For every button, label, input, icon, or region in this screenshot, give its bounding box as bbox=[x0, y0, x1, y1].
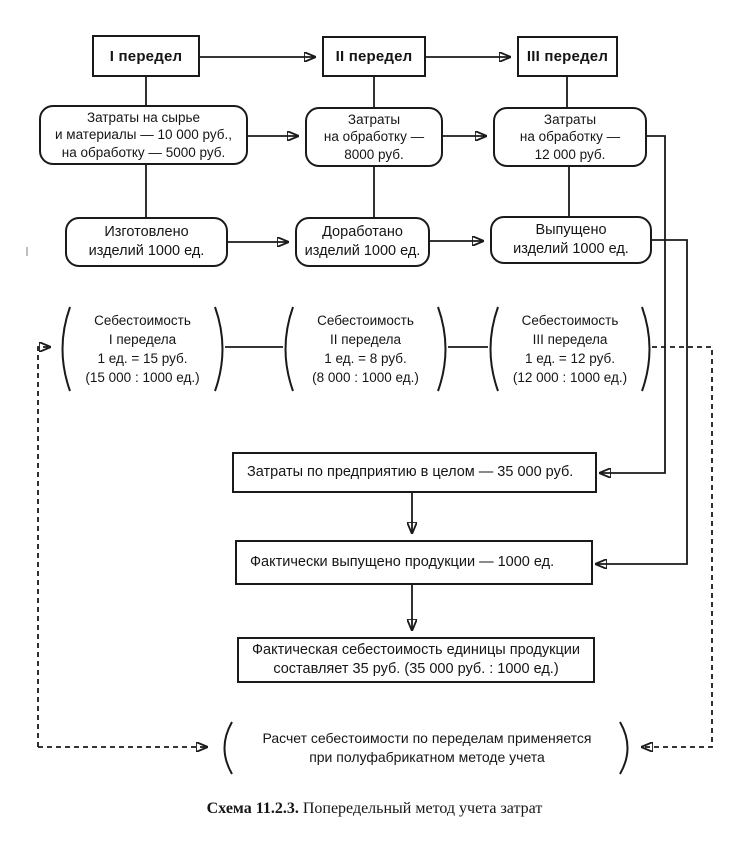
stage3-output-line1: Выпущено bbox=[535, 222, 607, 239]
figure-caption-label: Схема 11.2.3. bbox=[206, 800, 299, 817]
actual-unitcost-line2: составляет 35 руб. (35 000 руб. : 1000 ед.) bbox=[273, 661, 559, 677]
stage1-output-box bbox=[65, 217, 228, 267]
figure-caption bbox=[0, 800, 749, 818]
stage3-output-line2: изделий 1000 ед. bbox=[513, 241, 629, 257]
stage3-unitcost-line2: III передела bbox=[532, 331, 608, 347]
stage2-unitcost-line4: (8 000 : 1000 ед.) bbox=[312, 370, 419, 386]
actual-unitcost-box bbox=[237, 637, 595, 683]
dashed-right-to-note bbox=[642, 347, 712, 747]
method-note-line2: при полуфабрикатном методе учета bbox=[309, 749, 545, 765]
stage3-title: III передел bbox=[526, 48, 609, 65]
stage2-unitcost-line3: 1 ед. = 8 руб. bbox=[324, 351, 407, 366]
stage1-costs-line2: и материалы — 10 000 руб., bbox=[55, 127, 232, 143]
stage1-unitcost-line4: (15 000 : 1000 ед.) bbox=[85, 370, 200, 386]
stage2-output-line2: изделий 1000 ед. bbox=[304, 243, 421, 259]
stage3-unitcost-group bbox=[496, 305, 644, 393]
paren-left-note bbox=[225, 722, 233, 774]
stage2-unitcost-line2: II передела bbox=[329, 331, 402, 347]
stage1-costs-line1: Затраты на сырье bbox=[86, 109, 201, 125]
stage1-title-box bbox=[92, 35, 200, 77]
stage2-costs-line2: на обработку — bbox=[323, 129, 425, 145]
stage3-costs-line2: на обработку — bbox=[519, 129, 621, 145]
stage1-output-line2: изделий 1000 ед. bbox=[88, 243, 205, 259]
actual-output-text: Фактически выпущено продукции — 1000 ед. bbox=[250, 554, 555, 571]
stage1-costs-box bbox=[39, 105, 248, 165]
figure-caption-text: Попередельный метод учета затрат bbox=[298, 800, 543, 817]
stage2-costs-line3: 8000 руб. bbox=[344, 146, 404, 162]
stage1-output-line1: Изготовлено bbox=[104, 224, 189, 241]
stage3-unitcost-line3: 1 ед. = 12 руб. bbox=[525, 351, 615, 366]
stage1-unitcost-group bbox=[68, 305, 217, 393]
stage1-unitcost-line2: I передела bbox=[108, 331, 177, 347]
stage1-unitcost-line1: Себестоимость bbox=[94, 312, 191, 328]
total-costs-text: Затраты по предприятию в целом — 35 000 руб. bbox=[247, 464, 574, 481]
stage3-costs-line1: Затраты bbox=[543, 111, 597, 127]
stage3-costs-box bbox=[493, 107, 647, 167]
paren-right-note bbox=[620, 722, 628, 774]
stage3-costs-line3: 12 000 руб. bbox=[534, 146, 606, 162]
stage2-unitcost-group bbox=[291, 305, 440, 393]
stage2-unitcost-line1: Себестоимость bbox=[317, 312, 414, 328]
route-output3-actual bbox=[596, 240, 687, 564]
stage2-title-box bbox=[322, 36, 426, 77]
stage2-costs-line1: Затраты bbox=[347, 111, 401, 127]
stage1-unitcost-line3: 1 ед. = 15 руб. bbox=[97, 351, 188, 366]
stage2-title: II передел bbox=[335, 48, 413, 65]
total-costs-box bbox=[232, 452, 597, 493]
stage2-output-box bbox=[295, 217, 430, 267]
dashed-left-to-unitcost1 bbox=[38, 347, 50, 747]
actual-output-box bbox=[235, 540, 593, 585]
method-note-line1: Расчет себестоимости по переделам применяется bbox=[262, 730, 592, 747]
stage3-unitcost-line4: (12 000 : 1000 ед.) bbox=[512, 370, 628, 386]
stage3-unitcost-line1: Себестоимость bbox=[521, 312, 619, 328]
stage3-output-box bbox=[490, 216, 652, 264]
stage1-costs-line3: на обработку — 5000 руб. bbox=[61, 144, 226, 160]
method-note bbox=[238, 724, 616, 772]
stage3-title-box bbox=[517, 36, 618, 77]
stage1-title: I передел bbox=[109, 47, 183, 65]
actual-unitcost-line1: Фактическая себестоимость единицы продукции bbox=[252, 642, 580, 659]
stage2-costs-box bbox=[305, 107, 443, 167]
stage2-output-line1: Доработано bbox=[322, 224, 403, 241]
